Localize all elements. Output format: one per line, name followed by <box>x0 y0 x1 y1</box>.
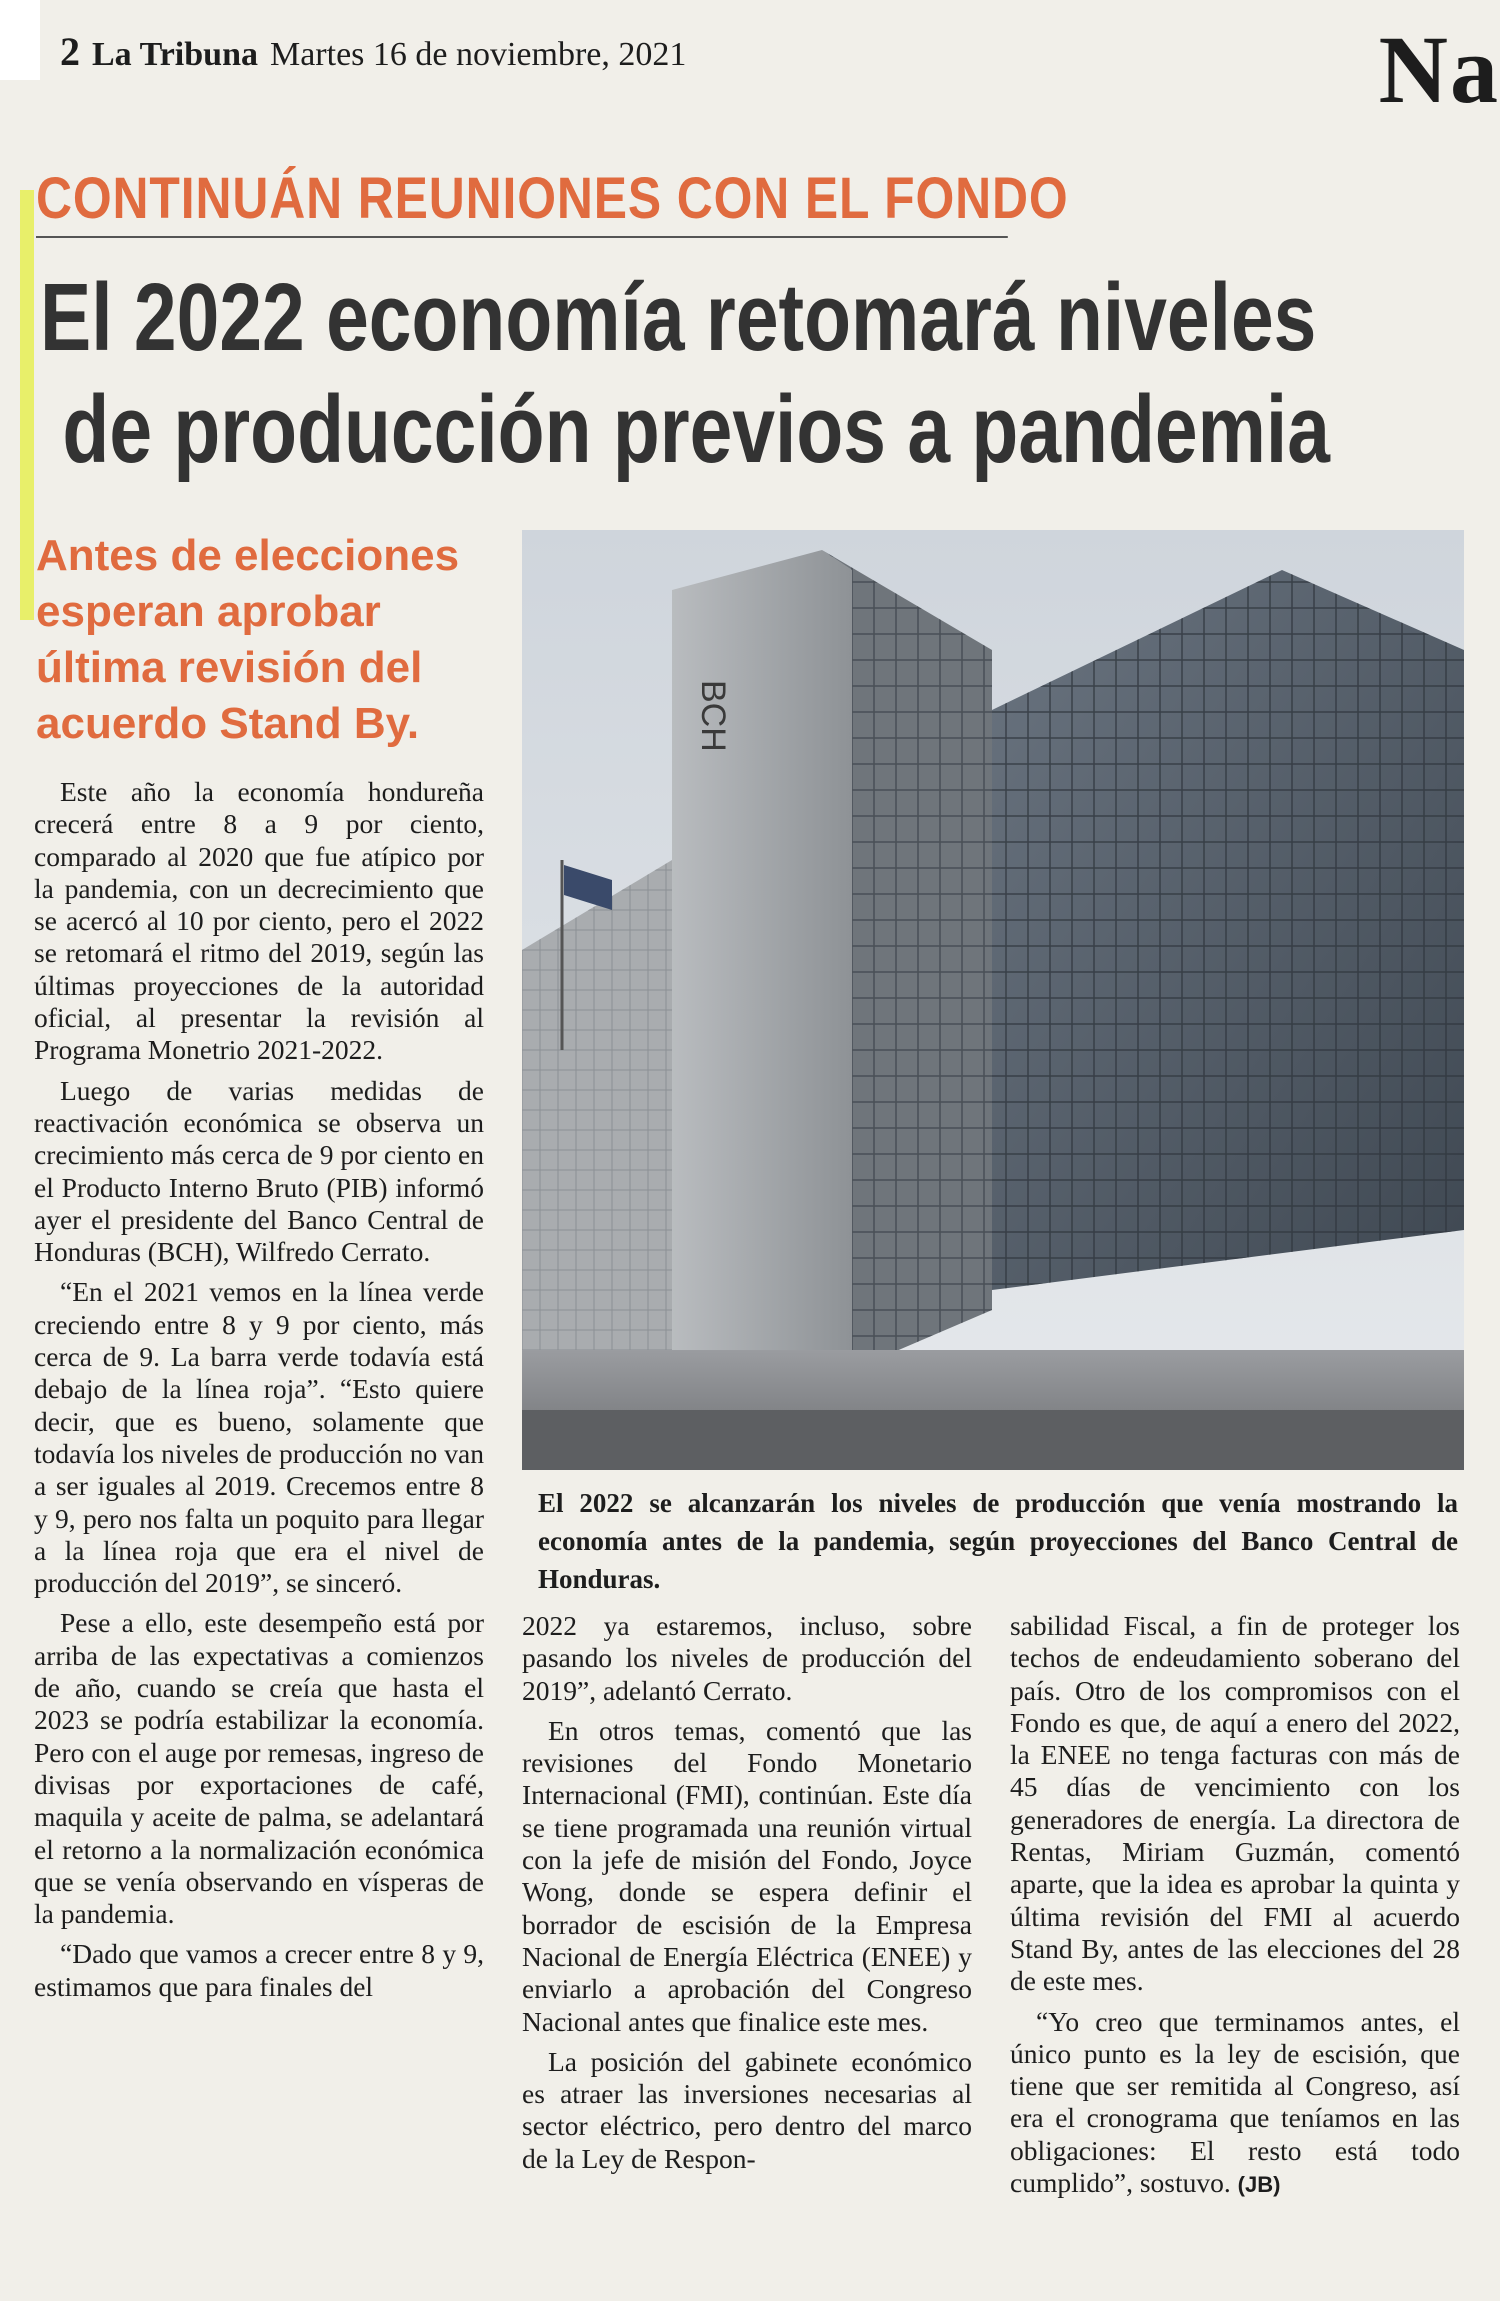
paragraph: sabilidad Fiscal, a fin de proteger los techos de endeudamiento soberano del país. Otro de los compromisos con el Fondo es que, de aquí a enero del 2022, la ENEE no tenga facturas con más de 45 días de vencimiento con los generadores de energía. La directora de Rentas, Miriam Guzmán, comentó aparte, que la idea es aprobar la quinta y última revisión del FMI al acuerdo Stand By, antes de las elecciones del 28 de este mes. <box>1010 1610 1460 1997</box>
headline-line-1: El 2022 economía retomará niveles <box>40 264 1317 371</box>
section-mark: Na <box>1378 16 1500 123</box>
page-number: 2 <box>60 29 80 74</box>
body-column-2 <box>522 1610 972 2183</box>
page-header <box>60 16 1500 123</box>
body-column-3 <box>1010 1610 1460 2209</box>
paragraph: Luego de varias medidas de reactivación económica se observa un crecimiento más cerca de 9 por ciento en el Producto Interno Bruto (PIB) informó ayer el presidente del Banco Central de Honduras (BCH), Wilfredo Cerrato. <box>34 1074 484 1268</box>
headline-line-2: de producción previos a pandemia <box>62 376 1330 483</box>
photo-caption: El 2022 se alcanzarán los niveles de producción que venía mostrando la economía antes de la pandemia, según proyecciones del Banco Central de Honduras. <box>538 1488 1458 1594</box>
newspaper-name: La Tribuna <box>92 36 258 73</box>
kicker: CONTINUÁN REUNIONES CON EL FONDO <box>36 165 1008 238</box>
scan-edge <box>0 0 40 80</box>
paragraph: En otros temas, comentó que las revisiones del Fondo Monetario Internacional (FMI), continúan. Este día se tiene programada una reunión virtual con la jefe de misión del Fondo, Joyce Wong, donde se espera definir el borrador de escisión de la Empresa Nacional de Energía Eléctrica (ENEE) y enviarlo a aprobación del Congreso Nacional antes que finalice este mes. <box>522 1714 972 2037</box>
deck: Antes de elecciones esperan aprobar última revisión del acuerdo Stand By. <box>36 531 460 748</box>
paragraph: “En el 2021 vemos en la línea verde creciendo entre 8 y 9 por ciento, más cerca de 9. La barra verde todavía está debajo de la línea roja”. “Esto quiere decir, que es bueno, solamente que todavía los niveles de producción no van a ser iguales al 2019. Crecemos entre 8 y 9, pero nos falta un poquito para llegar a la línea roja que era el nivel de producción del 2019”, se sinceró. <box>34 1276 484 1599</box>
building-sign: BCH <box>694 680 732 752</box>
paragraph-text: “Yo creo que terminamos antes, el único punto es la ley de escisión, que tiene que ser remitida al Congreso, así era el cronograma que teníamos en las obligaciones: El resto está todo cumplido”, sostuvo. <box>1010 2005 1460 2199</box>
paragraph: Este año la economía hondureña crecerá entre 8 a 9 por ciento, comparado al 2020 que fue atípico por la pandemia, con un decrecimiento que se acercó al 10 por ciento, pero el 2022 se retomará el ritmo del 2019, según las últimas proyecciones de la autoridad oficial, al presentar la revisión al Programa Monetrio 2021-2022. <box>34 776 484 1066</box>
byline: (JB) <box>1237 2172 1281 2198</box>
highlight-mark <box>20 190 34 620</box>
paragraph: La posición del gabinete económico es atraer las inversiones necesarias al sector eléctrico, pero dentro del marco de la Ley de Respon- <box>522 2045 972 2174</box>
paragraph <box>1010 2006 1460 2202</box>
bch-building-photo <box>522 530 1464 1470</box>
paragraph: 2022 ya estaremos, incluso, sobre pasando los niveles de producción del 2019”, adelantó Cerrato. <box>522 1610 972 1706</box>
paragraph: Pese a ello, este desempeño está por arriba de las expectativas a comienzos de año, cuando se creía que hasta el 2023 se podría estabilizar la economía. Pero con el auge por remesas, ingreso de divisas por exportaciones de café, maquila y aceite de palma, se adelantará el retorno a la normalización económica que se venía observando en vísperas de la pandemia. <box>34 1607 484 1930</box>
issue-date: Martes 16 de noviembre, 2021 <box>269 36 687 73</box>
headline <box>40 262 1330 486</box>
body-column-1 <box>34 776 484 2011</box>
paragraph: “Dado que vamos a crecer entre 8 y 9, estimamos que para finales del <box>34 1938 484 2002</box>
